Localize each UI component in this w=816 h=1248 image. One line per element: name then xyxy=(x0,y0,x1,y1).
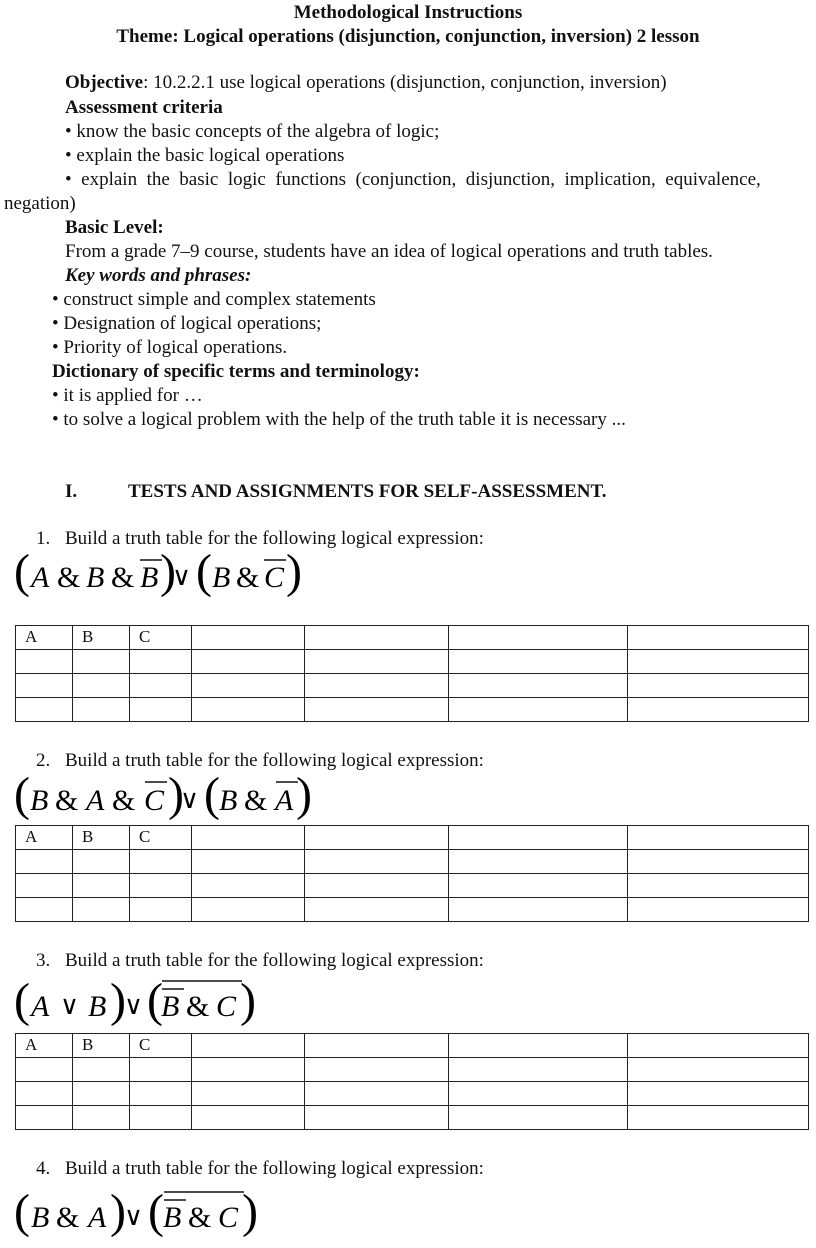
table-cell[interactable] xyxy=(192,650,305,674)
table-row xyxy=(16,874,809,898)
table-cell[interactable] xyxy=(16,1106,73,1130)
theme-text: : Logical operations (disjunction, conjunction, inversion) 2 lesson xyxy=(172,26,700,47)
paren: ( xyxy=(147,974,163,1027)
table-cell[interactable] xyxy=(73,1082,130,1106)
table-cell[interactable] xyxy=(130,898,192,922)
table-cell[interactable] xyxy=(305,698,449,722)
table-cell[interactable] xyxy=(73,1058,130,1082)
truth-table-3 xyxy=(15,1033,809,1130)
var-B-double-negated: B xyxy=(161,990,180,1023)
objective-line xyxy=(65,72,667,94)
task-1-expression xyxy=(14,545,314,608)
task-2-expression xyxy=(14,768,314,828)
paren: ) xyxy=(168,768,184,821)
header-cell-empty[interactable] xyxy=(305,1034,449,1058)
task-text: Build a truth table for the following logical expression: xyxy=(65,750,484,771)
op-and: & xyxy=(112,784,136,817)
op-or: ∨ xyxy=(124,991,144,1020)
header-cell-empty[interactable] xyxy=(305,626,449,650)
table-cell[interactable] xyxy=(192,698,305,722)
table-cell[interactable] xyxy=(628,698,809,722)
table-cell[interactable] xyxy=(305,1082,449,1106)
expression-svg xyxy=(14,1180,274,1242)
table-cell[interactable] xyxy=(305,898,449,922)
header-cell-C: C xyxy=(130,1034,192,1058)
assessment-item: • explain the basic logical operations xyxy=(65,145,345,166)
paren: ) xyxy=(296,768,312,821)
op-and: & xyxy=(57,561,81,594)
var-A: A xyxy=(88,1201,107,1234)
table-cell[interactable] xyxy=(192,674,305,698)
table-cell[interactable] xyxy=(73,1106,130,1130)
table-cell[interactable] xyxy=(16,650,73,674)
table-row xyxy=(16,898,809,922)
var-C-negated: C xyxy=(264,561,285,594)
expression-svg xyxy=(14,970,274,1032)
objective-text: : 10.2.2.1 use logical operations (disjunction, conjunction, inversion) xyxy=(143,72,667,93)
header-cell-empty[interactable] xyxy=(449,1034,628,1058)
header-cell-empty[interactable] xyxy=(628,1034,809,1058)
table-cell[interactable] xyxy=(449,850,628,874)
table-cell[interactable] xyxy=(305,674,449,698)
header-cell-empty[interactable] xyxy=(628,626,809,650)
table-cell[interactable] xyxy=(73,850,130,874)
table-cell[interactable] xyxy=(305,874,449,898)
op-and: & xyxy=(244,784,268,817)
var-B: B xyxy=(88,990,107,1023)
table-row xyxy=(16,698,809,722)
table-row xyxy=(16,1106,809,1130)
var-A-negated: A xyxy=(275,784,294,817)
key-words-heading: Key words and phrases: xyxy=(65,265,252,286)
key-word-item: • Priority of logical operations. xyxy=(52,337,288,358)
table-row xyxy=(16,1082,809,1106)
op-and: & xyxy=(236,561,260,594)
op-or: ∨ xyxy=(60,991,80,1020)
section-title: TESTS AND ASSIGNMENTS FOR SELF-ASSESSMENT. xyxy=(128,481,607,502)
table-cell[interactable] xyxy=(628,650,809,674)
table-cell[interactable] xyxy=(73,874,130,898)
paren: ( xyxy=(14,545,30,598)
table-cell[interactable] xyxy=(449,898,628,922)
table-cell[interactable] xyxy=(130,1106,192,1130)
var-B: B xyxy=(30,784,49,817)
table-cell[interactable] xyxy=(16,850,73,874)
table-cell[interactable] xyxy=(130,674,192,698)
paren: ( xyxy=(196,545,212,598)
table-cell[interactable] xyxy=(305,650,449,674)
paren: ( xyxy=(204,768,220,821)
var-B-double-negated: B xyxy=(163,1201,182,1234)
paren: ) xyxy=(242,1185,258,1238)
table-cell[interactable] xyxy=(449,1058,628,1082)
task-number: 4. xyxy=(36,1158,51,1179)
op-or: ∨ xyxy=(172,562,192,591)
var-A: A xyxy=(31,561,50,594)
op-or: ∨ xyxy=(124,1202,144,1231)
table-cell[interactable] xyxy=(130,1082,192,1106)
table-cell[interactable] xyxy=(16,698,73,722)
table-row xyxy=(16,1058,809,1082)
table-header-row xyxy=(16,626,809,650)
paren: ) xyxy=(110,974,126,1027)
header-cell-empty[interactable] xyxy=(628,826,809,850)
header-cell-B: B xyxy=(73,826,130,850)
table-cell[interactable] xyxy=(305,1058,449,1082)
op-or: ∨ xyxy=(180,785,200,814)
assessment-heading: Assessment criteria xyxy=(65,97,223,118)
header-cell-A: A xyxy=(16,826,73,850)
header-cell-A: A xyxy=(16,1034,73,1058)
table-cell[interactable] xyxy=(449,874,628,898)
header-cell-C: C xyxy=(130,626,192,650)
table-cell[interactable] xyxy=(130,850,192,874)
table-cell[interactable] xyxy=(628,850,809,874)
task-text: Build a truth table for the following logical expression: xyxy=(65,1158,484,1179)
header-cell-B: B xyxy=(73,626,130,650)
table-cell[interactable] xyxy=(449,674,628,698)
var-B: B xyxy=(219,784,238,817)
table-cell[interactable] xyxy=(449,1106,628,1130)
theme-line xyxy=(0,26,816,48)
table-cell[interactable] xyxy=(628,874,809,898)
table-cell[interactable] xyxy=(449,1082,628,1106)
table-cell[interactable] xyxy=(192,1082,305,1106)
table-cell[interactable] xyxy=(628,898,809,922)
table-cell[interactable] xyxy=(628,1082,809,1106)
table-cell[interactable] xyxy=(16,898,73,922)
header-cell-A: A xyxy=(16,626,73,650)
header-cell-B: B xyxy=(73,1034,130,1058)
table-cell[interactable] xyxy=(192,874,305,898)
objective-label: Objective xyxy=(65,72,144,93)
table-cell[interactable] xyxy=(130,698,192,722)
task-text: Build a truth table for the following logical expression: xyxy=(65,528,484,549)
var-C: C xyxy=(218,1201,239,1234)
op-and: & xyxy=(56,1201,80,1234)
paren: ( xyxy=(148,1185,164,1238)
header-cell-empty[interactable] xyxy=(192,1034,305,1058)
table-cell[interactable] xyxy=(73,698,130,722)
table-cell[interactable] xyxy=(628,1106,809,1130)
table-cell[interactable] xyxy=(305,850,449,874)
paren: ) xyxy=(110,1185,126,1238)
table-cell[interactable] xyxy=(192,1106,305,1130)
assessment-item-continued: negation) xyxy=(4,193,76,214)
task-number: 2. xyxy=(36,750,51,771)
table-cell[interactable] xyxy=(16,1058,73,1082)
table-cell[interactable] xyxy=(449,650,628,674)
table-cell[interactable] xyxy=(130,1058,192,1082)
header-cell-empty[interactable] xyxy=(449,826,628,850)
key-word-item: • construct simple and complex statements xyxy=(52,289,376,310)
paren: ( xyxy=(14,974,30,1027)
document-title: Methodological Instructions xyxy=(293,2,523,23)
var-B: B xyxy=(212,561,231,594)
assessment-item: • know the basic concepts of the algebra of logic; xyxy=(65,121,440,142)
var-C-negated: C xyxy=(144,784,165,817)
truth-table-1 xyxy=(15,625,809,722)
assessment-item: • explain the basic logic functions (conjunction, disjunction, implication, equivalence, xyxy=(65,169,761,190)
table-cell[interactable] xyxy=(305,1106,449,1130)
table-row xyxy=(16,850,809,874)
table-cell[interactable] xyxy=(192,1058,305,1082)
table-cell[interactable] xyxy=(628,1058,809,1082)
basic-level-text: From a grade 7–9 course, students have an idea of logical operations and truth tables. xyxy=(65,241,713,262)
table-cell[interactable] xyxy=(16,674,73,698)
section-number: I. xyxy=(65,481,78,502)
expression-svg xyxy=(14,545,314,608)
paren: ) xyxy=(240,974,256,1027)
table-cell[interactable] xyxy=(16,874,73,898)
task-3-expression xyxy=(14,970,274,1030)
table-header-row xyxy=(16,826,809,850)
table-cell[interactable] xyxy=(130,874,192,898)
theme-label: Theme xyxy=(116,26,173,47)
paren: ) xyxy=(160,545,176,598)
table-cell[interactable] xyxy=(130,650,192,674)
table-cell[interactable] xyxy=(73,674,130,698)
var-B-negated: B xyxy=(140,561,159,594)
dictionary-item: • it is applied for … xyxy=(52,385,203,406)
op-and: & xyxy=(111,561,135,594)
truth-table-2 xyxy=(15,825,809,922)
paren: ( xyxy=(14,768,30,821)
header-cell-empty[interactable] xyxy=(192,826,305,850)
header-cell-empty[interactable] xyxy=(449,626,628,650)
key-word-item: • Designation of logical operations; xyxy=(52,313,322,334)
table-cell[interactable] xyxy=(449,698,628,722)
dictionary-item: • to solve a logical problem with the help of the truth table it is necessary ... xyxy=(52,409,626,430)
table-cell[interactable] xyxy=(16,1082,73,1106)
table-cell[interactable] xyxy=(628,674,809,698)
op-and: & xyxy=(186,990,210,1023)
header-cell-C: C xyxy=(130,826,192,850)
header-cell-empty[interactable] xyxy=(305,826,449,850)
table-cell[interactable] xyxy=(192,898,305,922)
var-C: C xyxy=(216,990,237,1023)
op-and: & xyxy=(188,1201,212,1234)
expression-svg xyxy=(14,768,314,828)
var-B: B xyxy=(86,561,105,594)
basic-level-heading: Basic Level: xyxy=(65,217,164,238)
paren: ( xyxy=(14,1185,30,1238)
table-cell[interactable] xyxy=(192,850,305,874)
table-row xyxy=(16,674,809,698)
table-header-row xyxy=(16,1034,809,1058)
table-row xyxy=(16,650,809,674)
var-A: A xyxy=(31,990,50,1023)
task-number: 1. xyxy=(36,528,51,549)
table-cell[interactable] xyxy=(73,898,130,922)
task-4-expression xyxy=(14,1180,274,1240)
dictionary-heading: Dictionary of specific terms and terminology: xyxy=(52,361,420,382)
var-B: B xyxy=(31,1201,50,1234)
task-text: Build a truth table for the following logical expression: xyxy=(65,950,484,971)
table-cell[interactable] xyxy=(73,650,130,674)
paren: ) xyxy=(286,545,302,598)
var-A: A xyxy=(86,784,105,817)
task-number: 3. xyxy=(36,950,51,971)
op-and: & xyxy=(55,784,79,817)
header-cell-empty[interactable] xyxy=(192,626,305,650)
